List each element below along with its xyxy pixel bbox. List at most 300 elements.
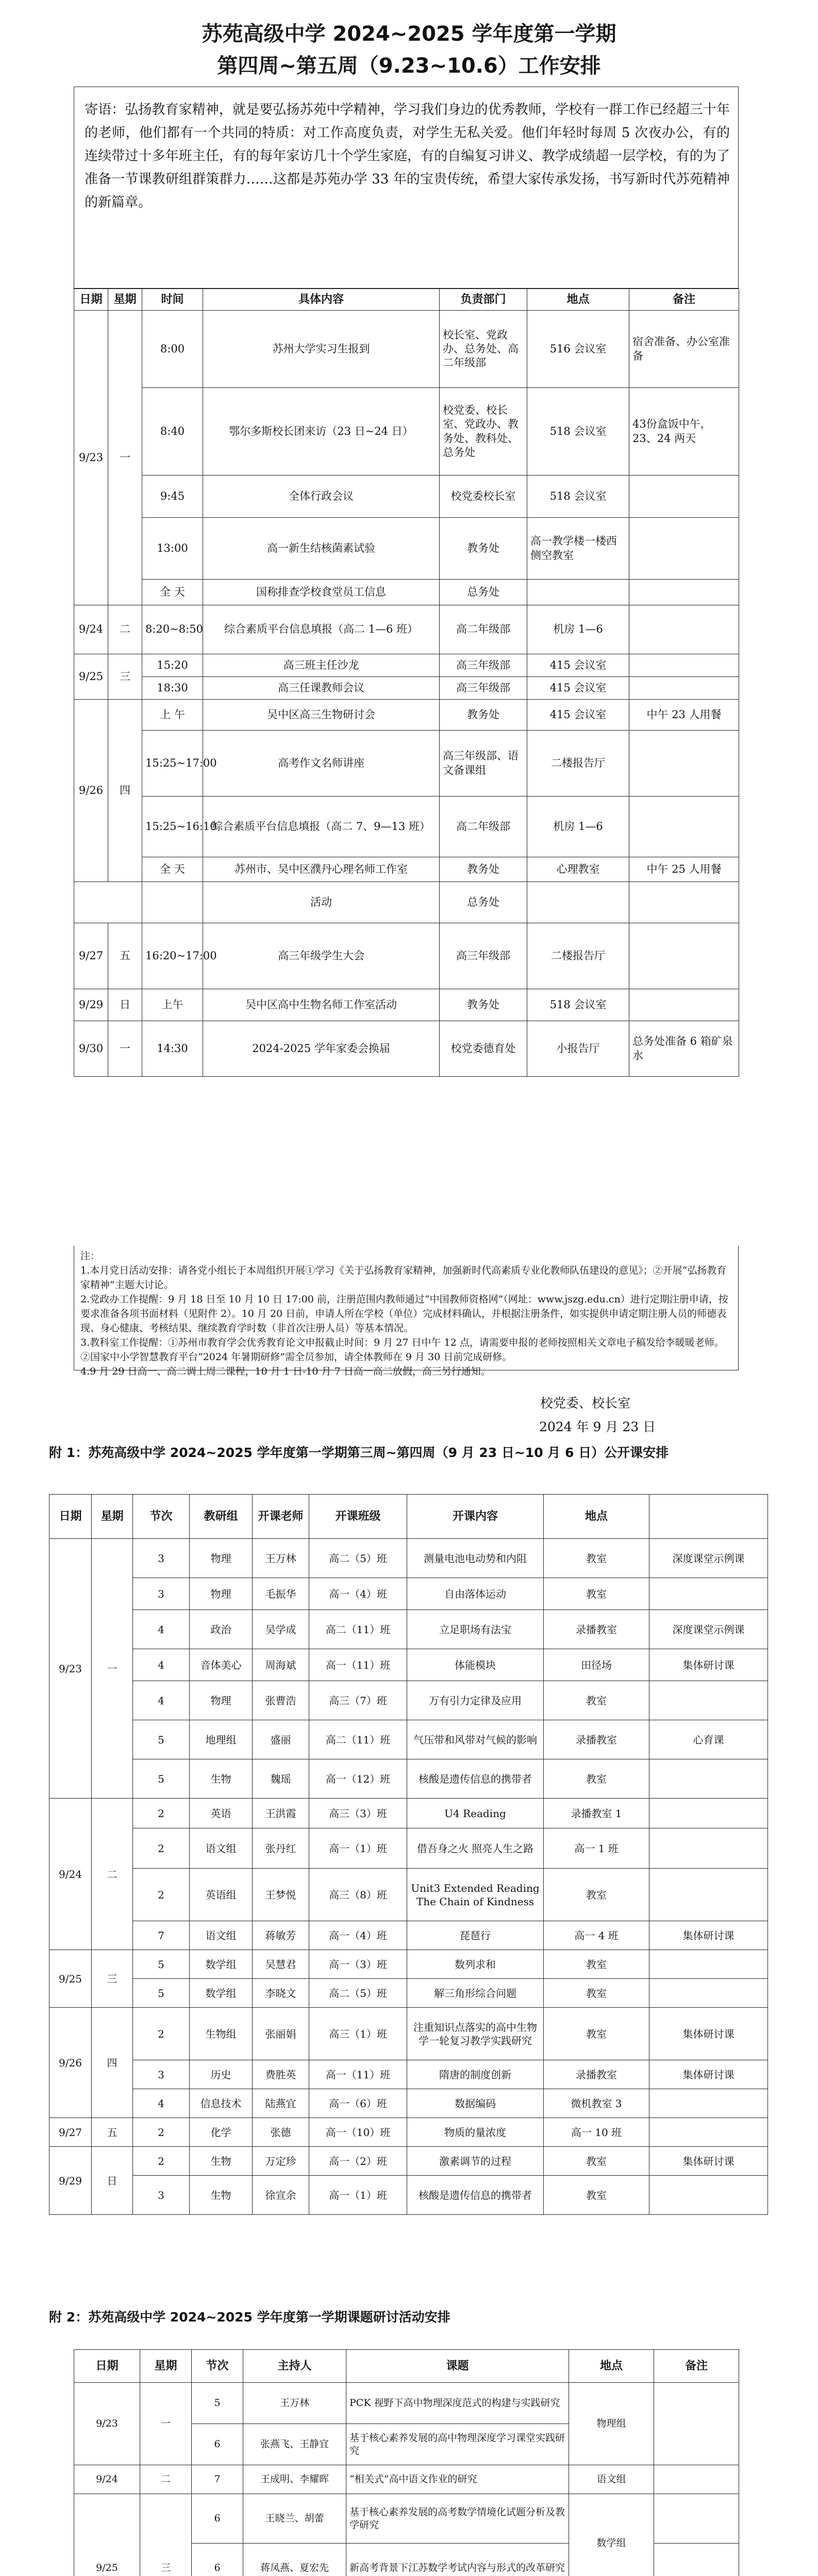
location-cell: 机房 1—6	[527, 605, 629, 654]
period-cell: 2	[133, 1869, 190, 1921]
location-cell: 教室	[544, 1979, 649, 2008]
department-cell: 教务处	[440, 989, 527, 1021]
header-topic: 开课内容	[407, 1495, 544, 1539]
weekday-cell: 三	[92, 1950, 133, 2008]
table-row	[74, 700, 739, 731]
content-cell: 苏州市、吴中区濮丹心理名师工作室	[203, 857, 440, 882]
class-cell: 高一（4）班	[309, 1921, 407, 1950]
teacher-cell: 蒋敏芳	[253, 1921, 309, 1950]
topic-cell: 自由落体运动	[407, 1578, 544, 1610]
group-cell: 物理	[190, 1681, 253, 1720]
header-remarks: 备注	[654, 2350, 739, 2383]
weekday-cell: 一	[108, 1021, 142, 1077]
time-cell: 上午	[142, 989, 203, 1021]
weekday-cell: 二	[92, 1799, 133, 1950]
group-cell: 政治	[190, 1610, 253, 1649]
remarks-cell: 集体研讨课	[649, 2147, 768, 2176]
time-cell: 9:45	[142, 476, 203, 518]
remarks-cell: 集体研讨课	[649, 2060, 768, 2089]
group-cell: 生物	[190, 2176, 253, 2215]
signature-org: 校党委、校长室	[540, 1396, 631, 1411]
time-cell: 8:40	[142, 388, 203, 476]
note-item: 3.教科室工作提醒：①苏州市教育学会优秀教育论文申报截止时间：9 月 27 日中午 12 点，请需要申报的老师按照相关文章电子稿发给李暖暖老师。②国家中小学智慧教育平台“2024 年暑期研修”需全员参加，请全体教师在 9 月 30 日前完成研修。	[80, 1337, 724, 1363]
remarks-cell: 深度课堂示例课	[649, 1610, 768, 1649]
date-cell: 9/23	[49, 1539, 92, 1799]
teacher-cell: 毛振华	[253, 1578, 309, 1610]
group-cell: 物理	[190, 1539, 253, 1578]
remarks-cell: 深度课堂示例课	[649, 1539, 768, 1578]
host-cell: 蒋凤燕、夏宏先	[243, 2544, 346, 2576]
header-location: 地点	[544, 1495, 649, 1539]
remarks-cell	[649, 2176, 768, 2215]
group-cell: 语文组	[190, 1828, 253, 1869]
date-cell: 9/24	[74, 2465, 140, 2494]
class-cell: 高二（5）班	[309, 1539, 407, 1578]
location-cell: 教室	[544, 2176, 649, 2215]
header-host: 主持人	[243, 2350, 346, 2383]
department-cell: 教务处	[440, 857, 527, 882]
topic-cell: 数据编码	[407, 2089, 544, 2118]
table-row	[74, 923, 739, 989]
group-cell: 信息技术	[190, 2089, 253, 2118]
remarks-cell	[629, 882, 739, 923]
class-cell: 高一（11）班	[309, 1649, 407, 1681]
date-cell: 9/23	[74, 311, 108, 605]
date-cell: 9/27	[74, 923, 108, 989]
header-date: 日期	[49, 1495, 92, 1539]
table-row	[49, 1649, 768, 1681]
table-row	[49, 2176, 768, 2215]
class-cell: 高一（3）班	[309, 1950, 407, 1979]
topic-cell: “相关式”高中语文作业的研究	[346, 2465, 569, 2494]
location-cell: 518 会议室	[527, 476, 629, 518]
table-row	[49, 1921, 768, 1950]
location-cell: 教室	[544, 1869, 649, 1921]
time-cell: 15:25~17:00	[142, 731, 203, 796]
weekday-cell: 日	[108, 989, 142, 1021]
content-cell: 国称排查学校食堂员工信息	[203, 580, 440, 605]
group-cell: 语文组	[190, 1921, 253, 1950]
research-table	[74, 2349, 739, 2576]
location-cell: 教室	[544, 1578, 649, 1610]
content-cell: 综合素质平台信息填报（高二 1—6 班）	[203, 605, 440, 654]
class-cell: 高一（1）班	[309, 2176, 407, 2215]
time-cell	[142, 882, 203, 923]
group-cell: 生物	[190, 1759, 253, 1799]
teacher-cell: 吴慧君	[253, 1950, 309, 1979]
time-cell: 8:00	[142, 311, 203, 388]
appendix1-title: 附 1：苏苑高级中学 2024~2025 学年度第一学期第三周~第四周（9 月 23 日~10 月 6 日）公开课安排	[49, 1445, 669, 1460]
location-cell: 516 会议室	[527, 311, 629, 388]
period-cell: 3	[133, 2176, 190, 2215]
notes-heading: 注：	[80, 1250, 101, 1262]
date-cell: 9/29	[49, 2147, 92, 2215]
remarks-cell	[649, 1759, 768, 1799]
remarks-cell	[654, 2544, 739, 2576]
remarks-cell	[649, 1799, 768, 1828]
table-row	[74, 2383, 739, 2424]
teacher-cell: 张丹红	[253, 1828, 309, 1869]
content-cell: 高三年级学生大会	[203, 923, 440, 989]
open-class-table	[49, 1494, 768, 2215]
time-cell: 13:00	[142, 518, 203, 580]
remarks-cell: 中午 25 人用餐	[629, 857, 739, 882]
topic-cell: 基于核心素养发展的高考数学情境化试题分析及教学研究	[346, 2494, 569, 2544]
time-cell: 全 天	[142, 857, 203, 882]
table-row	[74, 2494, 739, 2544]
table-row	[49, 1539, 768, 1578]
table-row	[49, 1828, 768, 1869]
department-cell: 总务处	[440, 580, 527, 605]
header-location: 地点	[569, 2350, 654, 2383]
table-row	[74, 731, 739, 796]
period-cell: 4	[133, 1610, 190, 1649]
table-row	[49, 2147, 768, 2176]
group-cell: 历史	[190, 2060, 253, 2089]
content-cell: 综合素质平台信息填报（高二 7、9—13 班）	[203, 796, 440, 857]
location-cell: 教室	[544, 1759, 649, 1799]
remarks-cell	[629, 476, 739, 518]
content-cell: 吴中区高中生物名师工作室活动	[203, 989, 440, 1021]
date-cell: 9/26	[49, 2008, 92, 2118]
remarks-cell: 43份盒饭中午，23、24 两天	[629, 388, 739, 476]
topic-cell: 测量电池电动势和内阻	[407, 1539, 544, 1578]
header-time: 时间	[142, 289, 203, 311]
header-department: 负责部门	[440, 289, 527, 311]
period-cell: 5	[192, 2383, 243, 2424]
location-cell: 二楼报告厅	[527, 731, 629, 796]
department-cell: 高二年级部	[440, 796, 527, 857]
host-cell: 王万林	[243, 2383, 346, 2424]
table-row	[74, 857, 739, 882]
remarks-cell	[649, 1869, 768, 1921]
note-item: 4.9 月 29 日高一、高二调上周二课程，10 月 1 日-10 月 7 日高一高二放假，高三另行通知。	[80, 1366, 491, 1377]
table-row	[49, 1578, 768, 1610]
remarks-cell	[654, 2383, 739, 2465]
location-cell: 教室	[544, 2147, 649, 2176]
table-row	[74, 1021, 739, 1077]
department-cell: 总务处	[440, 882, 527, 923]
content-cell: 鄂尔多斯校长团来访（23 日~24 日）	[203, 388, 440, 476]
period-cell: 2	[133, 2118, 190, 2147]
table-row	[49, 1720, 768, 1759]
location-cell: 415 会议室	[527, 654, 629, 677]
remarks-cell	[649, 2089, 768, 2118]
class-cell: 高一（10）班	[309, 2118, 407, 2147]
location-cell: 微机教室 3	[544, 2089, 649, 2118]
location-cell: 教室	[544, 2008, 649, 2060]
remarks-cell	[649, 1979, 768, 2008]
remarks-cell	[629, 580, 739, 605]
teacher-cell: 费胜英	[253, 2060, 309, 2089]
remarks-cell	[629, 518, 739, 580]
period-cell: 7	[192, 2465, 243, 2494]
table-row	[49, 2008, 768, 2060]
department-cell: 高三年级部、语文备课组	[440, 731, 527, 796]
table-row	[74, 388, 739, 476]
header-teacher: 开课老师	[253, 1495, 309, 1539]
location-cell: 录播教室	[544, 1610, 649, 1649]
period-cell: 6	[192, 2544, 243, 2576]
date-cell: 9/30	[74, 1021, 108, 1077]
header-group: 教研组	[190, 1495, 253, 1539]
period-cell: 5	[133, 1950, 190, 1979]
remarks-cell	[629, 796, 739, 857]
topic-cell: 立足职场有法宝	[407, 1610, 544, 1649]
table-row	[74, 605, 739, 654]
group-cell: 数学组	[190, 1979, 253, 2008]
teacher-cell: 张曹浩	[253, 1681, 309, 1720]
remarks-cell	[654, 2494, 739, 2544]
period-cell: 2	[133, 2008, 190, 2060]
department-cell: 校党委校长室	[440, 476, 527, 518]
remarks-cell	[629, 923, 739, 989]
header-period: 节次	[192, 2350, 243, 2383]
weekday-cell: 二	[108, 605, 142, 654]
teacher-cell: 李晓文	[253, 1979, 309, 2008]
weekday-cell: 五	[108, 923, 142, 989]
group-cell: 音体美心	[190, 1649, 253, 1681]
location-cell: 录播教室	[544, 1720, 649, 1759]
department-cell: 校党委、校长室、党政办、教务处、教科处、总务处	[440, 388, 527, 476]
remarks-cell: 集体研讨课	[649, 1921, 768, 1950]
class-cell: 高二（11）班	[309, 1720, 407, 1759]
time-cell: 8:20~8:50	[142, 605, 203, 654]
time-cell: 15:25~16:10	[142, 796, 203, 857]
teacher-cell: 魏瑶	[253, 1759, 309, 1799]
topic-cell: 气压带和风带对气候的影响	[407, 1720, 544, 1759]
table-row	[74, 580, 739, 605]
department-cell: 教务处	[440, 518, 527, 580]
teacher-cell: 吴学成	[253, 1610, 309, 1649]
group-cell: 英语组	[190, 1869, 253, 1921]
location-cell: 语文组	[569, 2465, 654, 2494]
weekday-cell: 二	[140, 2465, 192, 2494]
table-row	[49, 1950, 768, 1979]
table-row	[49, 1979, 768, 2008]
class-cell: 高一（11）班	[309, 2060, 407, 2089]
group-cell: 数学组	[190, 1950, 253, 1979]
table-row	[74, 654, 739, 677]
empty-cell	[74, 882, 142, 923]
content-cell: 高考作文名师讲座	[203, 731, 440, 796]
table-row	[49, 1610, 768, 1649]
time-cell: 14:30	[142, 1021, 203, 1077]
content-cell: 吴中区高三生物研讨会	[203, 700, 440, 731]
table-row	[49, 1681, 768, 1720]
host-cell: 王晓兰、胡蕾	[243, 2494, 346, 2544]
period-cell: 6	[192, 2494, 243, 2544]
header-weekday: 星期	[108, 289, 142, 311]
class-cell: 高一（6）班	[309, 2089, 407, 2118]
weekday-cell: 四	[92, 2008, 133, 2118]
header-remarks: 备注	[629, 289, 739, 311]
location-cell: 415 会议室	[527, 700, 629, 731]
period-cell: 6	[192, 2424, 243, 2465]
header-location: 地点	[527, 289, 629, 311]
topic-cell: U4 Reading	[407, 1799, 544, 1828]
weekday-cell: 三	[140, 2494, 192, 2576]
department-cell: 校长室、党政办、总务处、高二年级部	[440, 311, 527, 388]
time-cell: 上 午	[142, 700, 203, 731]
weekday-cell: 一	[140, 2383, 192, 2465]
location-cell: 高一 4 班	[544, 1921, 649, 1950]
date-cell: 9/24	[49, 1799, 92, 1950]
location-cell: 田径场	[544, 1649, 649, 1681]
department-cell: 校党委德育处	[440, 1021, 527, 1077]
time-cell: 16:20~17:00	[142, 923, 203, 989]
period-cell: 4	[133, 1649, 190, 1681]
topic-cell: 核酸是遗传信息的携带者	[407, 2176, 544, 2215]
remarks-cell	[654, 2465, 739, 2494]
remarks-cell	[629, 677, 739, 700]
class-cell: 高一（12）班	[309, 1759, 407, 1799]
location-cell: 录播教室 1	[544, 1799, 649, 1828]
weekday-cell: 一	[92, 1539, 133, 1799]
location-cell: 教室	[544, 1950, 649, 1979]
location-cell: 高一 1 班	[544, 1828, 649, 1869]
content-cell: 2024-2025 学年家委会换届	[203, 1021, 440, 1077]
class-cell: 高一（4）班	[309, 1578, 407, 1610]
header-date: 日期	[74, 289, 108, 311]
weekday-cell: 五	[92, 2118, 133, 2147]
location-cell: 教室	[544, 1539, 649, 1578]
topic-cell: 解三角形综合问题	[407, 1979, 544, 2008]
period-cell: 2	[133, 1799, 190, 1828]
page-title-line2: 第四周~第五周（9.23~10.6）工作安排	[217, 54, 601, 78]
header-weekday: 星期	[92, 1495, 133, 1539]
table-row	[49, 2089, 768, 2118]
period-cell: 3	[133, 1578, 190, 1610]
location-cell: 小报告厅	[527, 1021, 629, 1077]
signature-date: 2024 年 9 月 23 日	[539, 1419, 656, 1434]
remarks-cell: 心育课	[649, 1720, 768, 1759]
topic-cell: 体能模块	[407, 1649, 544, 1681]
date-cell: 9/25	[74, 2494, 140, 2576]
weekday-cell: 三	[108, 654, 142, 700]
period-cell: 4	[133, 1681, 190, 1720]
class-cell: 高三（1）班	[309, 2008, 407, 2060]
remarks-cell	[629, 605, 739, 654]
period-cell: 7	[133, 1921, 190, 1950]
content-cell: 全体行政会议	[203, 476, 440, 518]
table-row	[74, 989, 739, 1021]
teacher-cell: 张德	[253, 2118, 309, 2147]
location-cell: 心理教室	[527, 857, 629, 882]
topic-cell: Unit3 Extended Reading The Chain of Kindness	[407, 1869, 544, 1921]
location-cell: 教室	[544, 1681, 649, 1720]
location-cell: 数学组	[569, 2494, 654, 2576]
date-cell: 9/29	[74, 989, 108, 1021]
time-cell: 18:30	[142, 677, 203, 700]
table-row	[74, 796, 739, 857]
header-date: 日期	[74, 2350, 140, 2383]
class-cell: 高三（8）班	[309, 1869, 407, 1921]
class-cell: 高二（11）班	[309, 1610, 407, 1649]
period-cell: 5	[133, 1759, 190, 1799]
class-cell: 高一（1）班	[309, 1828, 407, 1869]
remarks-cell	[649, 1578, 768, 1610]
location-cell: 518 会议室	[527, 989, 629, 1021]
teacher-cell: 徐宣余	[253, 2176, 309, 2215]
period-cell: 5	[133, 1720, 190, 1759]
group-cell: 英语	[190, 1799, 253, 1828]
host-cell: 张燕飞、王静宜	[243, 2424, 346, 2465]
table-row	[49, 2060, 768, 2089]
weekday-cell: 一	[108, 311, 142, 605]
location-cell: 机房 1—6	[527, 796, 629, 857]
content-cell: 高一新生结核菌素试验	[203, 518, 440, 580]
department-cell: 高三年级部	[440, 654, 527, 677]
header-period: 节次	[133, 1495, 190, 1539]
date-cell: 9/26	[74, 700, 108, 882]
time-cell: 15:20	[142, 654, 203, 677]
group-cell: 地理组	[190, 1720, 253, 1759]
table-row	[74, 311, 739, 388]
class-cell: 高一（2）班	[309, 2147, 407, 2176]
class-cell: 高三（3）班	[309, 1799, 407, 1828]
topic-cell: 琵琶行	[407, 1921, 544, 1950]
remarks-cell: 宿舍准备、办公室准备	[629, 311, 739, 388]
header-content: 具体内容	[203, 289, 440, 311]
topic-cell: 万有引力定律及应用	[407, 1681, 544, 1720]
date-cell: 9/24	[74, 605, 108, 654]
header-topic: 课题	[346, 2350, 569, 2383]
header-remarks	[649, 1495, 768, 1539]
department-cell: 高二年级部	[440, 605, 527, 654]
period-cell: 4	[133, 2089, 190, 2118]
topic-cell: 新高考背景下江苏数学考试内容与形式的改革研究	[346, 2544, 569, 2576]
location-cell: 二楼报告厅	[527, 923, 629, 989]
location-cell	[527, 580, 629, 605]
teacher-cell: 王洪霞	[253, 1799, 309, 1828]
location-cell: 518 会议室	[527, 388, 629, 476]
date-cell: 9/27	[49, 2118, 92, 2147]
content-cell: 高三任课教师会议	[203, 677, 440, 700]
remarks-cell	[649, 1950, 768, 1979]
remarks-cell: 集体研讨课	[649, 2008, 768, 2060]
date-cell: 9/25	[49, 1950, 92, 2008]
group-cell: 生物组	[190, 2008, 253, 2060]
class-cell: 高三（7）班	[309, 1681, 407, 1720]
schedule-table	[74, 289, 739, 1077]
teacher-cell: 王梦悦	[253, 1869, 309, 1921]
date-cell: 9/23	[74, 2383, 140, 2465]
topic-cell: PCK 视野下高中物理深度范式的构建与实践研究	[346, 2383, 569, 2424]
period-cell: 2	[133, 1828, 190, 1869]
table-row	[49, 2118, 768, 2147]
remarks-cell	[649, 1828, 768, 1869]
period-cell: 5	[133, 1979, 190, 2008]
remarks-cell	[629, 654, 739, 677]
class-cell: 高二（5）班	[309, 1979, 407, 2008]
teacher-cell: 张丽娟	[253, 2008, 309, 2060]
department-cell: 高三年级部	[440, 677, 527, 700]
teacher-cell: 王万林	[253, 1539, 309, 1578]
topic-cell: 核酸是遗传信息的携带者	[407, 1759, 544, 1799]
remarks-cell: 中午 23 人用餐	[629, 700, 739, 731]
remarks-cell	[649, 2118, 768, 2147]
teacher-cell: 陆燕宜	[253, 2089, 309, 2118]
time-cell: 全 天	[142, 580, 203, 605]
table-row	[74, 677, 739, 700]
note-item: 2.党政办工作提醒：9 月 18 日至 10 月 10 日 17:00 前，注册范围内教师通过“中国教师资格网”（网址：www.jszg.edu.cn）进行定期注册申请，按要求准备各项书面材料（见附件 2）。10 月 20 日前，申请人所在学校（单位）完成材料确认，并根据注册条件，如实提供申请定期注册人员的师德表现、身心健康、考核结果、继续教育学时数（非首次注册人员）等基本情况。	[80, 1294, 728, 1334]
group-cell: 化学	[190, 2118, 253, 2147]
header-class: 开课班级	[309, 1495, 407, 1539]
remarks-cell: 总务处准备 6 箱矿泉水	[629, 1021, 739, 1077]
topic-cell: 隋唐的制度创新	[407, 2060, 544, 2089]
teacher-cell: 万定珍	[253, 2147, 309, 2176]
